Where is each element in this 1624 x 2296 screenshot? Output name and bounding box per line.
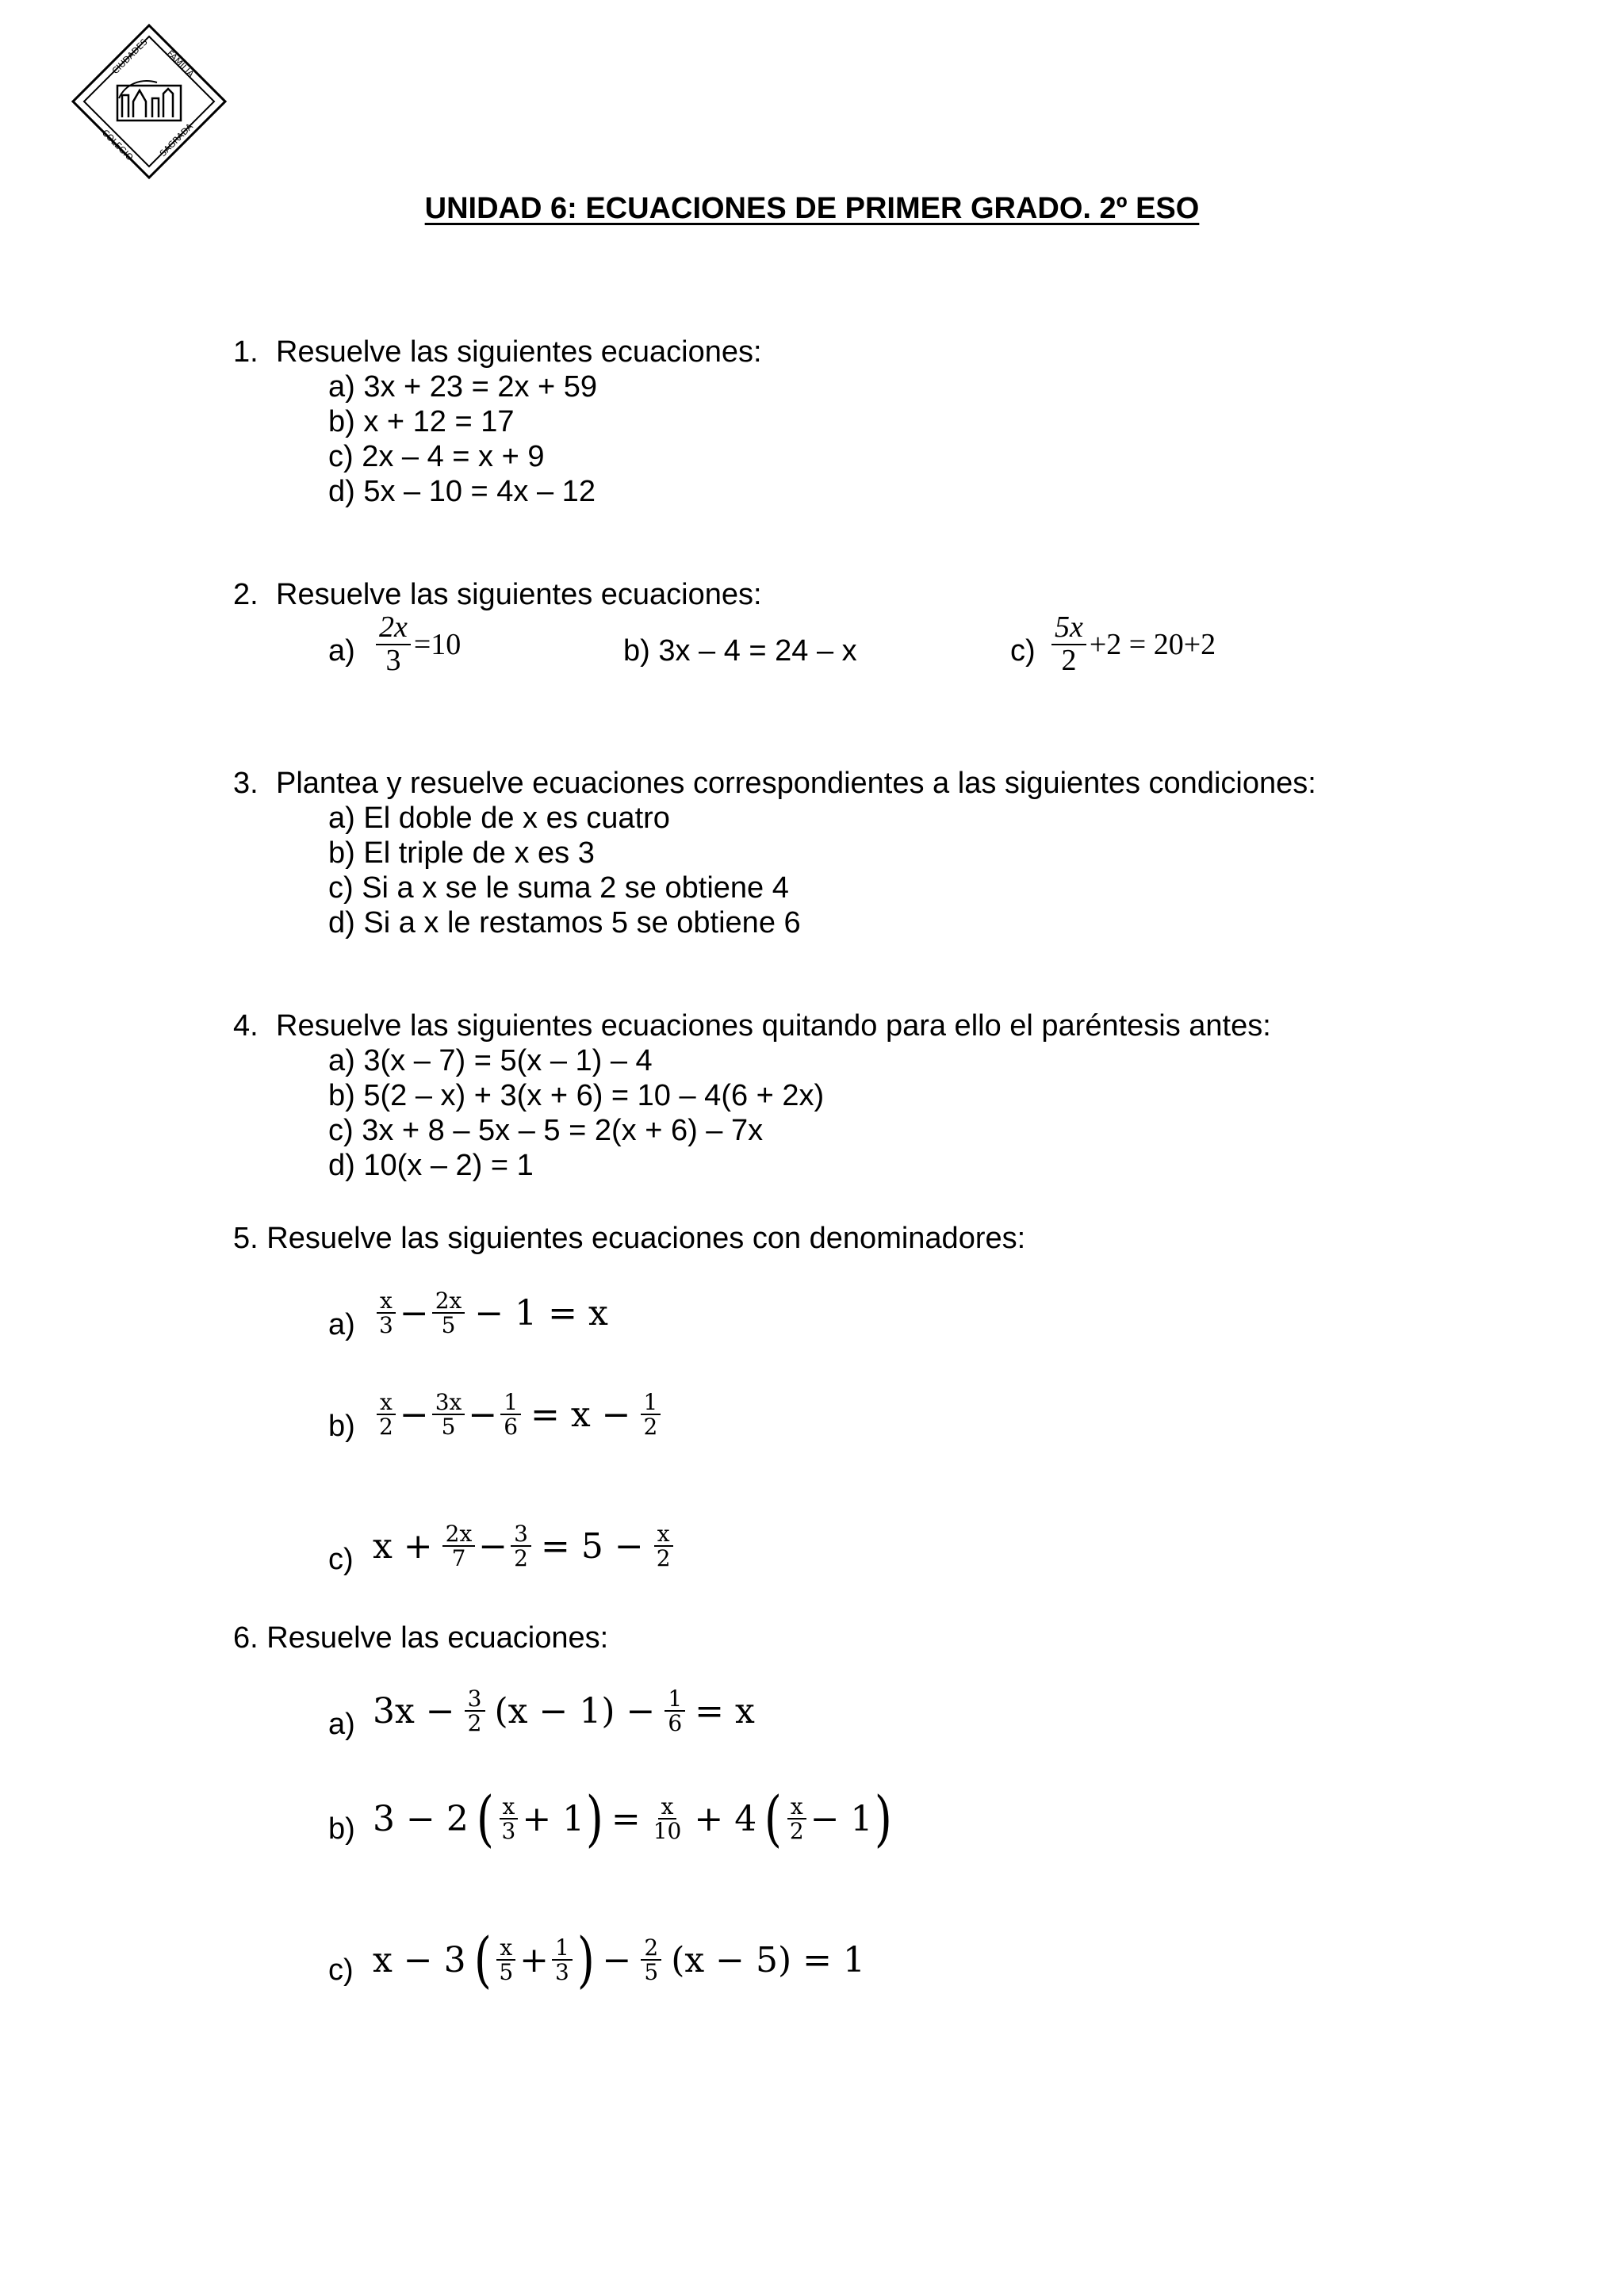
list-item: b) 5(2 – x) + 3(x + 6) = 10 – 4(6 + 2x) <box>328 1079 825 1112</box>
question-text: Resuelve las siguientes ecuaciones quitando para ello el paréntesis antes: <box>276 1009 1271 1043</box>
question-number: 2. <box>233 578 259 611</box>
question-number: 1. <box>233 335 259 369</box>
q5-b-label: b) <box>328 1410 355 1443</box>
q5-a-equation: $\frac{x}{3}$ − $\frac{2x}{5}$ − 1 = x <box>373 1289 615 1337</box>
list-item: c) 3x + 8 – 5x – 5 = 2(x + 6) – 7x <box>328 1114 764 1147</box>
list-item: d) 5x – 10 = 4x – 12 <box>328 475 596 508</box>
question-4-items <box>328 1043 824 1183</box>
list-item: b) x + 12 = 17 <box>328 405 515 438</box>
question-2 <box>233 577 762 612</box>
q5-c-equation: x + $\frac{2x}{7}$ − $\frac{3}{2}$ = 5 − $\frac{x}{2}$ <box>373 1522 677 1571</box>
question-3-items <box>328 801 801 940</box>
school-logo-icon <box>70 22 228 181</box>
question-text: Resuelve las siguientes ecuaciones: <box>276 578 762 611</box>
svg-text:SAGRADA: SAGRADA <box>157 121 196 159</box>
q6-c-equation: x − 3 ( $\frac{x}{5}$ + $\frac{1}{3}$ ) − $\frac{2}{5}$ (x − 5) = 1 <box>373 1924 866 1995</box>
q6-b-label: b) <box>328 1812 355 1846</box>
list-item: c) 2x – 4 = x + 9 <box>328 440 545 473</box>
list-item: b) El triple de x es 3 <box>328 836 595 870</box>
q2-c-label: c) <box>1010 634 1036 668</box>
svg-text:COLEGIO: COLEGIO <box>99 127 136 163</box>
question-text: Plantea y resuelve ecuaciones correspondientes a las siguientes condiciones: <box>276 767 1316 800</box>
list-item: c) Si a x se le suma 2 se obtiene 4 <box>328 871 789 905</box>
question-text: Resuelve las siguientes ecuaciones: <box>276 335 762 369</box>
q6-c-label: c) <box>328 1954 354 1987</box>
q5-a-label: a) <box>328 1308 355 1341</box>
svg-text:CIUDADES: CIUDADES <box>109 36 150 77</box>
question-6: 6. Resuelve las ecuaciones: <box>233 1621 609 1655</box>
question-number: 3. <box>233 767 259 800</box>
q2-a-label: a) <box>328 634 355 668</box>
q6-b-equation: 3 − 2 ( $\frac{x}{3}$ + 1 ) = $\frac{x}{10}$ + 4 ( $\frac{x}{2}$ − 1 ) <box>373 1783 892 1854</box>
question-1-items <box>328 369 597 509</box>
list-item: d) 10(x – 2) = 1 <box>328 1149 534 1182</box>
page-title: UNIDAD 6: ECUACIONES DE PRIMER GRADO. 2º ESO <box>424 192 1200 225</box>
q2-c-equation: $\frac{5x}{2}$ +2 = 20+2 <box>1048 612 1216 677</box>
list-item: a) 3x + 23 = 2x + 59 <box>328 370 598 404</box>
list-item: d) Si a x le restamos 5 se obtiene 6 <box>328 906 801 939</box>
question-5: 5. Resuelve las siguientes ecuaciones con denominadores: <box>233 1222 1026 1255</box>
question-4 <box>233 1008 1271 1043</box>
question-3 <box>233 766 1316 801</box>
q5-b-equation: $\frac{x}{2}$ − $\frac{3x}{5}$ − $\frac{1}{6}$ = x − $\frac{1}{2}$ <box>373 1391 664 1439</box>
list-item: a) 3(x – 7) = 5(x – 1) – 4 <box>328 1044 653 1077</box>
q6-a-equation: 3x − $\frac{3}{2}$ (x − 1) − $\frac{1}{6}$ = x <box>373 1686 755 1737</box>
q2-b-equation: b) 3x – 4 = 24 – x <box>623 634 857 668</box>
q2-a-equation: $\frac{2x}{3}$ =10 <box>373 612 461 677</box>
question-1 <box>233 335 762 369</box>
svg-text:FAMILIA: FAMILIA <box>164 48 197 80</box>
question-number: 4. <box>233 1009 259 1043</box>
q5-c-label: c) <box>328 1543 354 1576</box>
q6-a-label: a) <box>328 1708 355 1741</box>
list-item: a) El doble de x es cuatro <box>328 802 670 835</box>
